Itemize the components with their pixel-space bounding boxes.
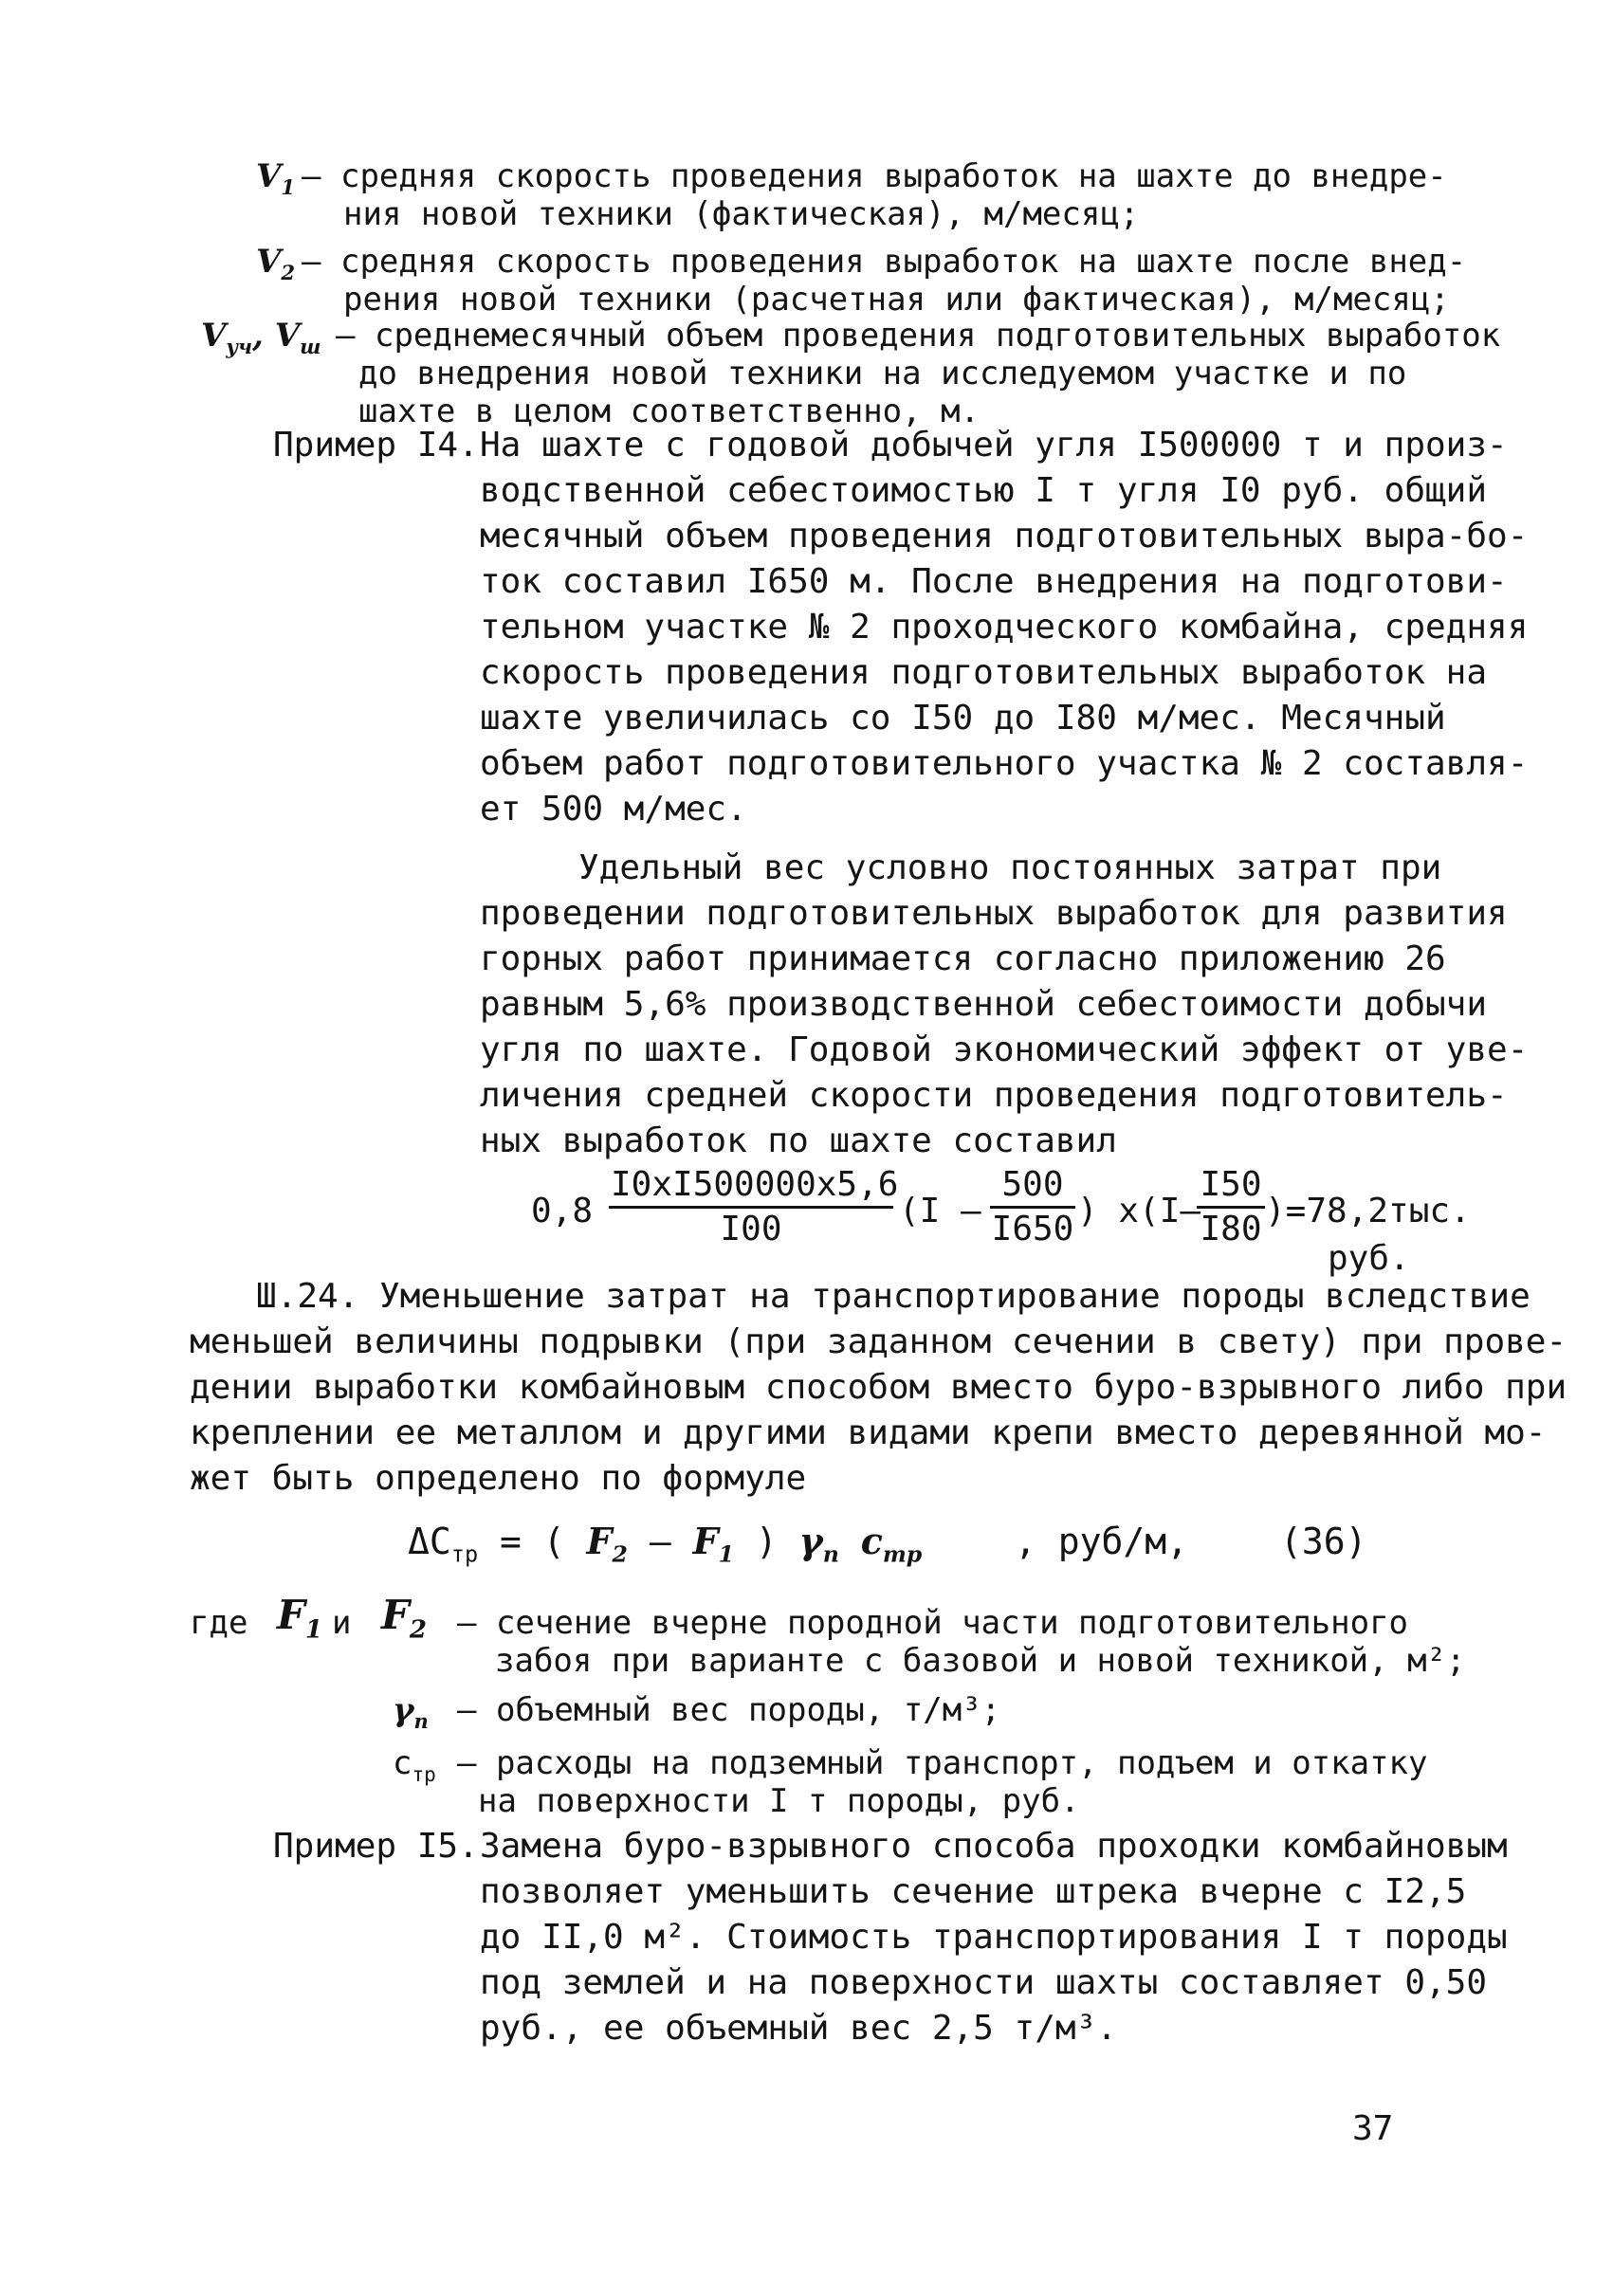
where-f-line2: забоя при варианте с базовой и новой техникой, м²; (495, 1642, 1466, 1680)
example14-para2-line: проведении подготовительных выработок для развития (480, 894, 1508, 933)
section-line: жет быть определено по формуле (190, 1459, 807, 1498)
definition-vuch-line2: до внедрения новой техники на исследуемом участке и по (358, 355, 1407, 392)
section-3-24-text (190, 1274, 1567, 1502)
eq-f1: $F_1$ (692, 1520, 734, 1568)
formula-fraction-3 (1197, 1164, 1265, 1250)
formula-fraction-1 (609, 1164, 899, 1250)
where-f2-symbol: $F_2$ (381, 1592, 427, 1645)
fraction-3-numerator: I50 (1197, 1164, 1265, 1209)
fraction-3-denominator: I80 (1200, 1210, 1262, 1248)
example14-line: ет 500 м/мес. (480, 790, 747, 829)
fraction-1-denominator: I00 (720, 1210, 782, 1248)
where-f1-symbol: $F_1$ (277, 1592, 322, 1645)
where-c-symbol: $c_{тр}$ (393, 1744, 436, 1786)
eq-c: $c_{тр}$ (860, 1520, 923, 1568)
eq-gamma: $\gamma_п$ (798, 1520, 839, 1568)
section-line: креплении ее металлом и другими видами крепи вместо деревянной мо- (190, 1413, 1547, 1452)
example14-para2-line: Удельный вес условно постоянных затрат при (578, 848, 1442, 887)
where-c-line2: на поверхности I т породы, руб. (478, 1782, 1080, 1820)
example15-line: руб., ее объемный вес 2,5 т/м³. (480, 2009, 1117, 2048)
equation-36 (408, 1519, 923, 1568)
example15-label: Пример I5. (273, 1827, 479, 1866)
eq-equals: = ( (500, 1521, 565, 1562)
formula-mid2: ) x(I– (1077, 1192, 1201, 1230)
where-gamma-symbol: $\gamma_п$ (393, 1691, 429, 1733)
example15-line: позволяет уменьшить сечение штрека вчерне с I2,5 (480, 1872, 1467, 1911)
eq-minus: – (649, 1521, 671, 1562)
section-line: дении выработки комбайновым способом вместо буро-взрывного либо при (190, 1368, 1567, 1407)
formula-coef: 0,8 (531, 1192, 594, 1230)
where-word: где (190, 1604, 248, 1642)
symbol-v1: $V_1$ (256, 157, 296, 199)
example15-line: до II,0 м². Стоимость транспортирования I т породы (480, 1918, 1508, 1957)
fraction-2-denominator: I650 (991, 1210, 1074, 1248)
where-gamma-line: – объемный вес породы, т/м³; (457, 1691, 1001, 1729)
example14-line: скорость проведения подготовительных выработок на (480, 653, 1488, 692)
example14-line: объем работ подготовительного участка № 2 составля- (480, 744, 1529, 783)
example14-line: месячный объем проведения подготовительных выра-бо- (480, 517, 1529, 556)
eq-close: ) (755, 1521, 778, 1562)
definition-vuch-line1: – среднемесячный объем проведения подготовительных выработок (336, 317, 1501, 355)
example14-line: водственной себестоимостью I т угля I0 руб. общий (480, 471, 1488, 510)
section-line: Ш.24. Уменьшение затрат на транспортирование породы вследствие (256, 1277, 1531, 1316)
example14-line: шахте увеличилась со I50 до I80 м/мес. Месячный (480, 699, 1446, 738)
example14-para2-line: ных выработок по шахте составил (480, 1121, 1117, 1160)
definition-v1-line1: – средняя скорость проведения выработок на шахте до внедре- (302, 157, 1447, 195)
example15-line: под землей и на поверхности шахты составляет 0,50 (480, 1963, 1488, 2002)
example14-line: тельном участке № 2 проходческого комбайна, средняя (480, 608, 1529, 647)
example15-line: Замена буро-взрывного способа проходки комбайновым (480, 1827, 1508, 1866)
page-number: 37 (1352, 2109, 1394, 2148)
fraction-1-numerator: I0xI500000x5,6 (609, 1164, 893, 1209)
where-f-line1: – сечение вчерне породной части подготовительного (457, 1604, 1409, 1642)
where-c-line1: – расходы на подземный транспорт, подъем и откатку (457, 1744, 1428, 1782)
example14-para2-line: угля по шахте. Годовой экономический эффект от уве- (480, 1030, 1529, 1069)
example14-para2-line: равным 5,6% производственной себестоимости добычи (480, 985, 1488, 1024)
economic-effect-formula (531, 1164, 1471, 1278)
section-line: меньшей величины подрывки (при заданном сечении в свету) при прове- (190, 1322, 1567, 1361)
equation-36-number: (36) (1280, 1521, 1367, 1562)
example14-text (480, 423, 1528, 1164)
fraction-2-numerator: 500 (990, 1164, 1075, 1209)
formula-unit: руб. (1328, 1239, 1410, 1278)
equation-36-unit: , руб/м, (1015, 1521, 1189, 1562)
example14-label: Пример I4. (273, 426, 479, 465)
definition-v2-line2: рения новой техники (расчетная или фактическая), м/месяц; (343, 281, 1450, 319)
eq-lhs: $\Delta C_{тр}$ (408, 1521, 479, 1568)
formula-fraction-2 (990, 1164, 1075, 1250)
eq-f2: $F_2$ (586, 1520, 628, 1568)
where-and: и (332, 1604, 352, 1642)
example14-line: ток составил I650 м. После внедрения на подготови- (480, 562, 1508, 601)
symbol-vuch-vsh: $V_{уч}$, $V_ш$ (201, 317, 321, 358)
example15-text (480, 1824, 1508, 2051)
definition-v2-line1: – средняя скорость проведения выработок на шахте после внед- (302, 243, 1467, 281)
definition-v1-line2: ния новой техники (фактическая), м/месяц; (343, 195, 1140, 233)
example14-para2-line: горных работ принимается согласно приложению 26 (480, 939, 1446, 978)
example14-line: На шахте с годовой добычей угля I500000 т и произ- (480, 426, 1508, 465)
formula-result: )=78,2тыс. (1265, 1192, 1471, 1230)
example14-para2-line: личения средней скорости проведения подготовитель- (480, 1076, 1508, 1115)
definition-vuch-line3: шахте в целом соответственно, м. (358, 392, 981, 430)
symbol-v2: $V_2$ (256, 243, 296, 284)
formula-mid1: (I – (899, 1192, 981, 1230)
